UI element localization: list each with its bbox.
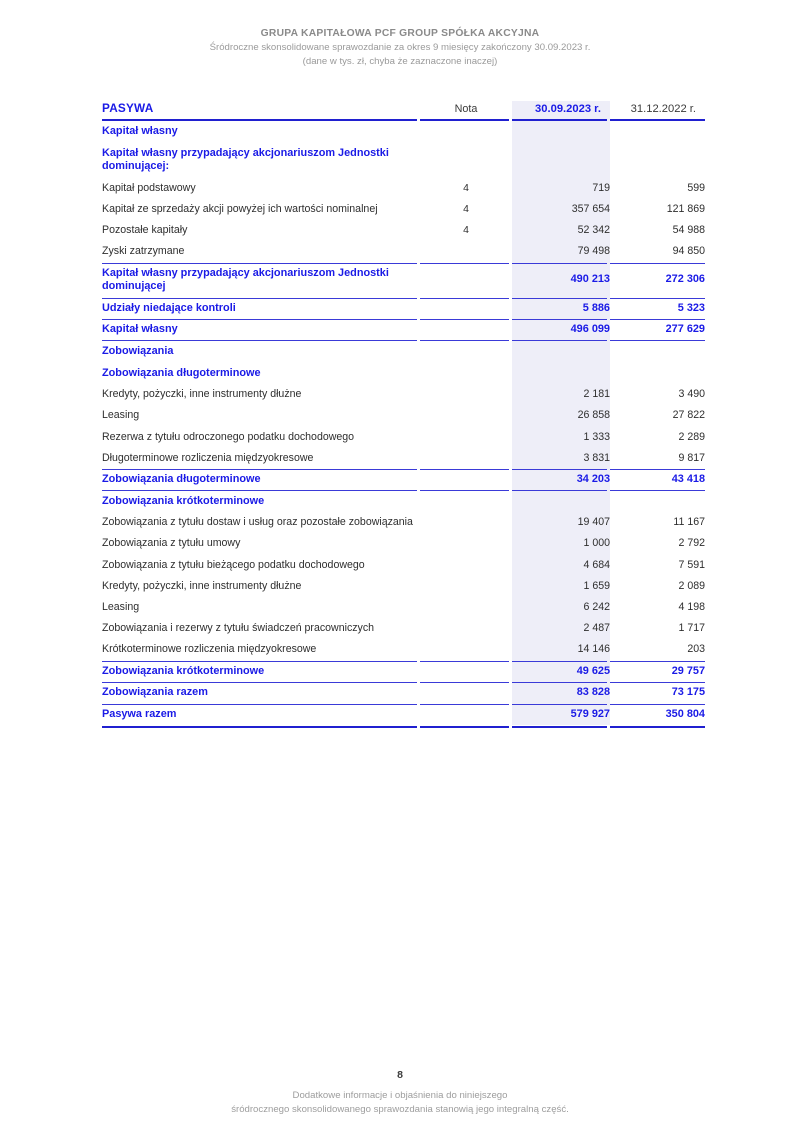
row-note [420, 319, 512, 341]
row-previous-value-text: 27 822 [672, 409, 705, 422]
row-note-text: 4 [463, 203, 469, 215]
report-period-line: Śródroczne skonsolidowane sprawozdanie za okres 9 miesięcy zakończony 30.09.2023 r. [209, 42, 591, 53]
table-row [102, 220, 705, 241]
row-previous-value [610, 178, 705, 199]
row-previous-value [610, 682, 705, 704]
row-label-text: Zobowiązania [102, 344, 174, 357]
row-current-value [512, 263, 610, 298]
row-current-value [512, 469, 610, 491]
table-row [102, 533, 705, 554]
row-note-text [420, 433, 512, 441]
row-current-value [512, 199, 610, 220]
row-previous-value-text [610, 348, 705, 356]
row-label [102, 639, 420, 660]
footer-note-line-2: śródrocznego skonsolidowanego sprawozdania stanowią jego integralną część. [231, 1104, 569, 1115]
row-previous-value-text: 272 306 [665, 273, 705, 286]
table-body [102, 121, 705, 728]
row-label [102, 405, 420, 426]
table-bottom-rule-segment [420, 725, 512, 728]
row-previous-value-text: 73 175 [671, 686, 705, 699]
table-row [102, 682, 705, 704]
row-note-text [420, 412, 512, 420]
row-label-text: Kapitał ze sprzedaży akcji powyżej ich wartości nominalnej [102, 202, 378, 215]
row-previous-value-text: 43 418 [671, 472, 705, 485]
row-current-value-text: 34 203 [576, 472, 610, 485]
column-header-previous-period: 31.12.2022 r. [610, 101, 705, 121]
row-note-text [420, 711, 512, 719]
table-row [102, 405, 705, 426]
row-current-value [512, 384, 610, 405]
row-previous-value-text: 29 757 [671, 664, 705, 677]
row-label [102, 555, 420, 576]
row-label-text: Zobowiązania z tytułu dostaw i usług oraz pozostałe zobowiązania [102, 516, 413, 529]
table-row [102, 639, 705, 660]
row-note-text [420, 646, 512, 654]
row-previous-value-text: 54 988 [672, 224, 705, 237]
row-previous-value [610, 241, 705, 262]
row-label [102, 427, 420, 448]
row-label-text: Zobowiązania długoterminowe [102, 366, 261, 379]
table-bottom-rule-segment [610, 725, 705, 728]
row-note [420, 555, 512, 576]
row-current-value [512, 704, 610, 726]
table-bottom-rule-segment [102, 725, 420, 728]
row-previous-value [610, 704, 705, 726]
table-row [102, 469, 705, 491]
row-current-value-text: 490 213 [570, 273, 610, 286]
row-note-text [420, 540, 512, 548]
row-current-value [512, 555, 610, 576]
row-previous-value-text: 2 289 [678, 430, 705, 443]
row-note-text [420, 476, 512, 484]
row-previous-value-text: 350 804 [665, 707, 705, 720]
row-note [420, 263, 512, 298]
row-previous-value-text: 277 629 [665, 323, 705, 336]
row-label [102, 512, 420, 533]
table-row [102, 448, 705, 469]
row-current-value [512, 341, 610, 363]
row-label [102, 491, 420, 513]
row-label [102, 448, 420, 469]
row-note [420, 639, 512, 660]
row-previous-value [610, 661, 705, 683]
row-previous-value-text: 11 167 [673, 516, 705, 529]
row-current-value-text: 719 [592, 181, 610, 194]
row-previous-value-text: 1 717 [678, 622, 705, 635]
row-note [420, 512, 512, 533]
row-previous-value [610, 469, 705, 491]
table-row [102, 363, 705, 385]
column-header-current-period: 30.09.2023 r. [512, 101, 610, 121]
row-current-value-text: 19 407 [577, 516, 610, 529]
row-current-value [512, 178, 610, 199]
row-note [420, 618, 512, 639]
row-note [420, 241, 512, 262]
row-previous-value-text: 599 [687, 181, 705, 194]
row-note [420, 491, 512, 513]
row-label-text: Rezerwa z tytułu odroczonego podatku dochodowego [102, 430, 355, 443]
row-note [420, 178, 512, 199]
document-footer [0, 1089, 800, 1117]
row-label-text: Zobowiązania długoterminowe [102, 472, 261, 485]
row-label [102, 298, 420, 320]
row-note-text [420, 582, 512, 590]
row-label-text: Kredyty, pożyczki, inne instrumenty dłużne [102, 579, 302, 592]
row-previous-value [610, 199, 705, 220]
row-note-text [420, 391, 512, 399]
row-current-value-text: 49 625 [576, 664, 610, 677]
row-label-text: Kapitał własny [102, 323, 178, 336]
row-label-text: Zobowiązania z tytułu umowy [102, 537, 241, 550]
table-row [102, 704, 705, 726]
table-row [102, 319, 705, 341]
row-label [102, 384, 420, 405]
row-previous-value-text: 9 817 [678, 451, 705, 464]
row-label [102, 682, 420, 704]
row-current-value [512, 491, 610, 513]
row-note-text [420, 156, 512, 164]
row-previous-value [610, 220, 705, 241]
row-note-text [420, 497, 512, 505]
row-note-text [420, 348, 512, 356]
row-label [102, 263, 420, 298]
row-current-value-text: 4 684 [583, 558, 610, 571]
row-current-value [512, 639, 610, 660]
row-previous-value [610, 121, 705, 143]
row-note [420, 576, 512, 597]
row-note [420, 341, 512, 363]
row-previous-value [610, 405, 705, 426]
column-header-label: PASYWA [102, 101, 420, 121]
row-note [420, 597, 512, 618]
row-current-value-text: 2 487 [583, 622, 610, 635]
row-note-text [420, 128, 512, 136]
row-label [102, 469, 420, 491]
row-current-value-text: 6 242 [583, 600, 610, 613]
row-previous-value [610, 448, 705, 469]
row-label-text: Zyski zatrzymane [102, 245, 185, 258]
row-note-text [420, 667, 512, 675]
table-bottom-rule [102, 725, 705, 728]
table-row [102, 597, 705, 618]
row-label [102, 618, 420, 639]
row-current-value [512, 661, 610, 683]
row-current-value [512, 220, 610, 241]
row-note-text [420, 625, 512, 633]
row-previous-value [610, 427, 705, 448]
table-row [102, 618, 705, 639]
row-current-value-text [512, 348, 610, 356]
units-note-line: (dane w tys. zł, chyba że zaznaczone inaczej) [302, 56, 498, 67]
row-label [102, 576, 420, 597]
row-note [420, 298, 512, 320]
row-note [420, 405, 512, 426]
liabilities-table-container [102, 101, 705, 728]
row-previous-value [610, 319, 705, 341]
row-current-value-text: 5 886 [582, 301, 610, 314]
row-current-value [512, 363, 610, 385]
row-label [102, 241, 420, 262]
row-current-value [512, 576, 610, 597]
row-note-text [420, 305, 512, 313]
row-note-text [420, 326, 512, 334]
row-label-text: Leasing [102, 600, 140, 613]
row-current-value-text: 496 099 [570, 323, 610, 336]
table-row [102, 143, 705, 178]
row-previous-value-text: 203 [687, 643, 705, 656]
row-previous-value-text: 3 490 [678, 388, 705, 401]
row-previous-value [610, 512, 705, 533]
row-note [420, 384, 512, 405]
table-row [102, 341, 705, 363]
row-note-text [420, 561, 512, 569]
row-note-text [420, 369, 512, 377]
table-bottom-rule-segment [512, 725, 610, 728]
row-note-text [420, 689, 512, 697]
row-current-value-text: 83 828 [576, 686, 610, 699]
table-row [102, 241, 705, 262]
row-note [420, 661, 512, 683]
row-label-text: Zobowiązania razem [102, 686, 208, 699]
row-note [420, 363, 512, 385]
row-current-value-text: 14 146 [577, 643, 610, 656]
row-previous-value [610, 384, 705, 405]
row-label-text: Udziały niedające kontroli [102, 301, 236, 314]
row-current-value [512, 533, 610, 554]
row-note-text: 4 [463, 182, 469, 194]
table-row [102, 576, 705, 597]
row-previous-value [610, 533, 705, 554]
row-label-text: Kapitał własny przypadający akcjonariuszom Jednostki dominującej [102, 266, 389, 293]
table-header-row [102, 101, 705, 121]
row-note [420, 533, 512, 554]
row-label-text: Pasywa razem [102, 707, 177, 720]
row-note [420, 704, 512, 726]
row-current-value [512, 405, 610, 426]
row-label [102, 363, 420, 385]
row-current-value [512, 319, 610, 341]
column-header-note: Nota [420, 101, 512, 121]
row-note [420, 469, 512, 491]
row-previous-value [610, 576, 705, 597]
row-current-value [512, 427, 610, 448]
row-current-value [512, 618, 610, 639]
table-head [102, 101, 705, 121]
row-label [102, 199, 420, 220]
row-current-value-text [512, 369, 610, 377]
table-row [102, 512, 705, 533]
row-note-text [420, 454, 512, 462]
table-row [102, 298, 705, 320]
row-previous-value [610, 341, 705, 363]
row-note-text [420, 604, 512, 612]
row-current-value-text: 579 927 [570, 707, 610, 720]
row-current-value [512, 298, 610, 320]
row-label-text: Kapitał podstawowy [102, 181, 196, 194]
row-note-text [420, 519, 512, 527]
row-previous-value [610, 143, 705, 178]
footer-note-line-1: Dodatkowe informacje i objaśnienia do niniejszego [292, 1090, 508, 1101]
row-current-value [512, 682, 610, 704]
row-previous-value [610, 639, 705, 660]
row-label-text: Pozostałe kapitały [102, 224, 188, 237]
row-previous-value [610, 555, 705, 576]
row-note [420, 682, 512, 704]
table-row [102, 121, 705, 143]
row-previous-value-text: 94 850 [672, 245, 705, 258]
row-current-value [512, 241, 610, 262]
row-current-value-text: 26 858 [577, 409, 610, 422]
row-current-value [512, 121, 610, 143]
row-label [102, 220, 420, 241]
row-label-text: Leasing [102, 409, 140, 422]
row-note-text: 4 [463, 225, 469, 237]
row-label [102, 121, 420, 143]
row-current-value-text [512, 128, 610, 136]
row-label [102, 597, 420, 618]
row-note [420, 199, 512, 220]
row-previous-value-text: 121 869 [666, 202, 705, 215]
row-label-text: Zobowiązania krótkoterminowe [102, 664, 265, 677]
row-label [102, 661, 420, 683]
row-current-value [512, 512, 610, 533]
table-row [102, 384, 705, 405]
row-current-value [512, 448, 610, 469]
row-label [102, 704, 420, 726]
row-label-text: Zobowiązania krótkoterminowe [102, 494, 265, 507]
row-label [102, 178, 420, 199]
row-note [420, 427, 512, 448]
row-current-value-text: 1 000 [583, 537, 610, 550]
row-previous-value-text: 4 198 [678, 600, 705, 613]
document-header [0, 27, 800, 69]
row-note [420, 143, 512, 178]
table-row [102, 491, 705, 513]
row-note-text [420, 276, 512, 284]
row-note [420, 121, 512, 143]
row-previous-value-text: 7 591 [678, 558, 705, 571]
row-previous-value-text: 2 792 [678, 537, 705, 550]
row-current-value-text: 1 659 [583, 579, 610, 592]
row-current-value-text [512, 497, 610, 505]
table-row [102, 427, 705, 448]
table-row [102, 555, 705, 576]
row-label-text: Kapitał własny przypadający akcjonariuszom Jednostki dominującej: [102, 146, 389, 173]
row-current-value-text: 3 831 [583, 451, 610, 464]
row-current-value-text: 79 498 [577, 245, 610, 258]
table-row [102, 178, 705, 199]
row-note-text [420, 248, 512, 256]
row-label-text: Długoterminowe rozliczenia międzyokresowe [102, 451, 314, 464]
table-row [102, 263, 705, 298]
company-name: GRUPA KAPITAŁOWA PCF GROUP SPÓŁKA AKCYJNA [260, 28, 540, 39]
row-previous-value [610, 363, 705, 385]
row-label-text: Zobowiązania i rezerwy z tytułu świadczeń pracowniczych [102, 622, 375, 635]
row-previous-value-text [610, 497, 705, 505]
row-current-value [512, 597, 610, 618]
row-current-value [512, 143, 610, 178]
row-previous-value [610, 491, 705, 513]
table-row [102, 661, 705, 683]
row-note [420, 220, 512, 241]
row-current-value-text: 1 333 [583, 430, 610, 443]
liabilities-table [102, 101, 705, 728]
row-previous-value-text [610, 369, 705, 377]
row-current-value-text: 52 342 [577, 224, 610, 237]
row-current-value-text: 357 654 [571, 202, 610, 215]
row-note [420, 448, 512, 469]
row-label-text: Kredyty, pożyczki, inne instrumenty dłużne [102, 388, 302, 401]
row-previous-value [610, 263, 705, 298]
row-label [102, 143, 420, 178]
row-label-text: Kapitał własny [102, 125, 178, 137]
table-row [102, 199, 705, 220]
row-label [102, 341, 420, 363]
row-previous-value-text: 5 323 [677, 301, 705, 314]
row-previous-value [610, 597, 705, 618]
page-number: 8 [397, 1069, 403, 1081]
row-previous-value [610, 298, 705, 320]
row-previous-value-text [610, 156, 705, 164]
row-label-text: Zobowiązania z tytułu bieżącego podatku dochodowego [102, 558, 365, 571]
row-previous-value-text: 2 089 [678, 579, 705, 592]
row-label [102, 533, 420, 554]
row-current-value-text [512, 156, 610, 164]
row-label [102, 319, 420, 341]
row-current-value-text: 2 181 [583, 388, 610, 401]
row-previous-value-text [610, 128, 705, 136]
row-label-text: Krótkoterminowe rozliczenia międzyokresowe [102, 643, 317, 656]
row-previous-value [610, 618, 705, 639]
